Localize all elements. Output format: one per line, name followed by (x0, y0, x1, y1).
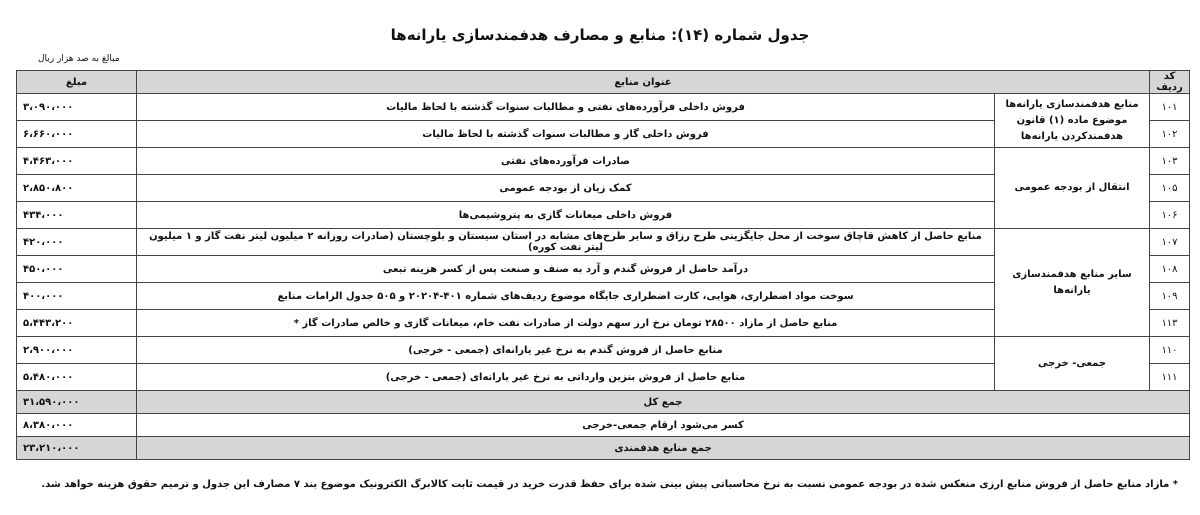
row-code: ۱۰۱ (1150, 94, 1190, 121)
row-amount: ۴۵۰،۰۰۰ (17, 256, 137, 283)
total-label: جمع کل (137, 391, 1190, 414)
group-label: منابع هدفمندسازی یارانه‌ها موضوع ماده (۱) قانون هدفمندکردن یارانه‌ها (995, 94, 1150, 148)
net-total-row (17, 437, 1190, 460)
sources-table (16, 70, 1190, 460)
unit-note: مبالغ به صد هزار ریال (38, 54, 120, 64)
row-description: فروش داخلی میعانات گازی به پتروشیمی‌ها (137, 202, 995, 229)
table-row (17, 148, 1190, 175)
deduction-amount: ۸،۳۸۰،۰۰۰ (17, 414, 137, 437)
total-amount: ۳۱،۵۹۰،۰۰۰ (17, 391, 137, 414)
row-code: ۱۰۲ (1150, 121, 1190, 148)
row-code: ۱۰۶ (1150, 202, 1190, 229)
row-code: ۱۰۳ (1150, 148, 1190, 175)
row-description: سوخت مواد اضطراری، هوایی، کارت اضطراری جایگاه موضوع ردیف‌های شماره ۴۰۱-۲۰۲۰۴ و ۵۰۵ جدول الزامات منابع (137, 283, 995, 310)
row-amount: ۶،۶۶۰،۰۰۰ (17, 121, 137, 148)
row-amount: ۲،۹۰۰،۰۰۰ (17, 337, 137, 364)
deduction-label: کسر می‌شود ارقام جمعی-خرجی (137, 414, 1190, 437)
row-description: صادرات فرآورده‌های نفتی (137, 148, 995, 175)
table-title: جدول شماره (۱۴): منابع و مصارف هدفمندسازی یارانه‌ها (390, 26, 810, 44)
row-amount: ۲،۸۵۰،۸۰۰ (17, 175, 137, 202)
table-row (17, 94, 1190, 121)
group-label: سایر منابع هدفمندسازی یارانه‌ها (995, 229, 1150, 337)
row-amount: ۴۲۰،۰۰۰ (17, 229, 137, 256)
footnote: * مازاد منابع حاصل از فروش منابع ارزی منعکس شده در بودجه عمومی نسبت به نرخ محاسباتی پیش بینی شده برای حفظ قدرت خرید در قیمت ثابت کالابرگ الکترونیک موضوع بند ۷ مصارف این جدول و ترمیم حقوق هزینه خواهد شد. (41, 479, 1178, 490)
row-description: منابع حاصل از کاهش قاچاق سوخت از محل جایگزینی طرح رزاق و سایر طرح‌های مشابه در استان سیستان و بلوچستان (صادرات روزانه ۲ میلیون لیتر نفت گاز و ۱ میلیون لیتر نفت کوره) (137, 229, 995, 256)
row-code: ۱۰۷ (1150, 229, 1190, 256)
row-description: کمک زیان از بودجه عمومی (137, 175, 995, 202)
row-description: منابع حاصل از مازاد ۲۸۵۰۰ تومان نرخ ارز سهم دولت از صادرات نفت خام، میعانات گازی و خالص صادرات گاز * (137, 310, 995, 337)
header-row (17, 71, 1190, 94)
row-code: ۱۰۵ (1150, 175, 1190, 202)
net-total-amount: ۲۳،۲۱۰،۰۰۰ (17, 437, 137, 460)
header-source: عنوان منابع (137, 71, 1150, 94)
group-label: انتقال از بودجه عمومی (995, 148, 1150, 229)
deduction-row (17, 414, 1190, 437)
row-code: ۱۰۹ (1150, 283, 1190, 310)
row-description: فروش داخلی فرآورده‌های نفتی و مطالبات سنوات گذشته با لحاظ مالیات (137, 94, 995, 121)
row-amount: ۳،۰۹۰،۰۰۰ (17, 94, 137, 121)
row-description: منابع حاصل از فروش گندم به نرخ غیر یارانه‌ای (جمعی - خرجی) (137, 337, 995, 364)
table-row (17, 337, 1190, 364)
header-amount: مبلغ (17, 71, 137, 94)
net-total-label: جمع منابع هدفمندی (137, 437, 1190, 460)
row-amount: ۵،۴۴۳،۲۰۰ (17, 310, 137, 337)
row-description: درآمد حاصل از فروش گندم و آرد به صنف و صنعت پس از کسر هزینه تبعی (137, 256, 995, 283)
row-amount: ۴،۴۶۳،۰۰۰ (17, 148, 137, 175)
row-amount: ۵،۴۸۰،۰۰۰ (17, 364, 137, 391)
row-amount: ۴۳۴،۰۰۰ (17, 202, 137, 229)
row-code: ۱۰۸ (1150, 256, 1190, 283)
row-code: ۱۱۰ (1150, 337, 1190, 364)
table-row (17, 229, 1190, 256)
header-code: کد ردیف (1150, 71, 1190, 94)
row-code: ۱۱۱ (1150, 364, 1190, 391)
total-row (17, 391, 1190, 414)
row-amount: ۴۰۰،۰۰۰ (17, 283, 137, 310)
group-label: جمعی- خرجی (995, 337, 1150, 391)
row-description: منابع حاصل از فروش بنزین وارداتی به نرخ غیر یارانه‌ای (جمعی - خرجی) (137, 364, 995, 391)
row-description: فروش داخلی گاز و مطالبات سنوات گذشته با لحاظ مالیات (137, 121, 995, 148)
row-code: ۱۱۳ (1150, 310, 1190, 337)
